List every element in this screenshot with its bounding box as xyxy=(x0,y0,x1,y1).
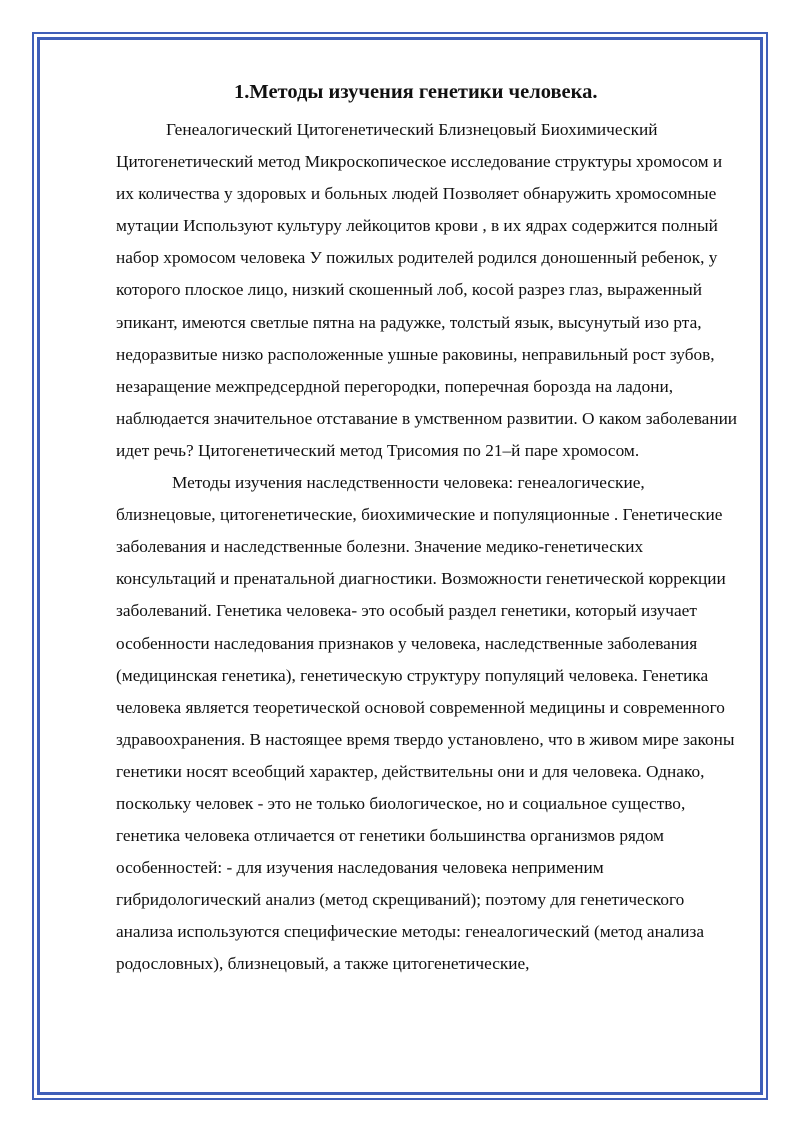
document-body xyxy=(116,78,742,981)
document-title: 1.Методы изучения генетики человека. xyxy=(234,81,598,103)
paragraph-2: Методы изучения наследственности человека: генеалогические, близнецовые, цитогенетические, биохимические и популяционные . Генетические заболевания и наследственные болезни. Значение медико-генетических консультаций и пренатальной диагностики. Возможности генетической коррекции заболеваний. Генетика человека- это особый раздел генетики, который изучает особенности наследования признаков у человека, наследственные заболевания (медицинская генетика), генетическую структуру популяций человека. Генетика человека является теоретической основой современной медицины и современного здравоохранения. В настоящее время твердо установлено, что в живом мире законы генетики носят всеобщий характер, действительны они и для человека. Однако, поскольку человек - это не только биологическое, но и социальное существо, генетика человека отличается от генетики большинства организмов рядом особенностей: - для изучения наследования человека неприменим гибридологический анализ (метод скрещиваний); поэтому для генетического анализа используются специфические методы: генеалогический (метод анализа родословных), близнецовый, а также цитогенетические, xyxy=(116,473,735,974)
paragraph-1: Генеалогический Цитогенетический Близнецовый Биохимический Цитогенетический метод Микроскопическое исследование структуры хромосом и их количества у здоровых и больных людей Позволяет обнаружить хромосомные мутации Используют культуру лейкоцитов крови , в их ядрах содержится полный набор хромосом человека У пожилых родителей родился доношенный ребенок, у которого плоское лицо, низкий скошенный лоб, косой разрез глаз, выраженный эпикант, имеются светлые пятна на радужке, толстый язык, высунутый изо рта, недоразвитые низко расположенные ушные раковины, неправильный рост зубов, незаращение межпредсердной перегородки, поперечная борозда на ладони, наблюдается значительное отставание в умственном развитии. О каком заболевании идет речь? Цитогенетический метод Трисомия по 21–й паре хромосом. xyxy=(116,120,738,460)
